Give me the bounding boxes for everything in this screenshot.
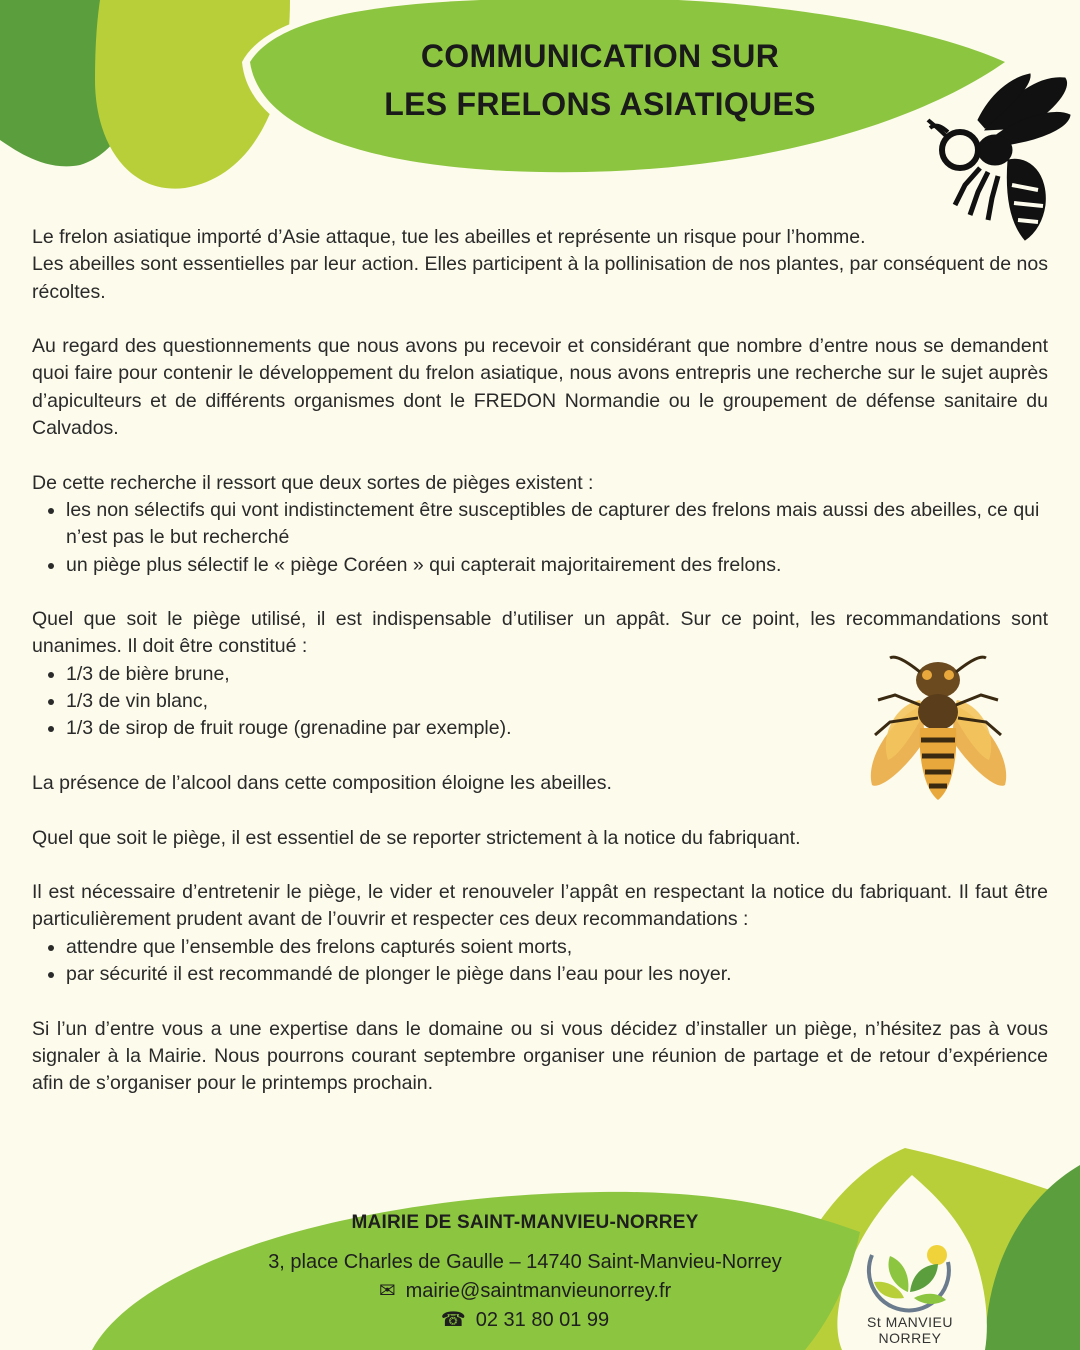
list-item: • par sécurité il est recommandé de plonger le piège dans l’eau pour les noyer. bbox=[66, 961, 1048, 988]
footer-contact bbox=[220, 1212, 830, 1335]
paragraph-bait: Quel que soit le piège utilisé, il est indispensable d’utiliser un appât. Sur ce point, les recommandations sont unanimes. Il doit être constitué : bbox=[32, 608, 1048, 658]
logo-line-2: NORREY bbox=[878, 1330, 942, 1346]
address: 3, place Charles de Gaulle – 14740 Saint-Manvieu-Norrey bbox=[268, 1251, 782, 1273]
paragraph-maintenance: Il est nécessaire d’entretenir le piège, le vider et renouveler l’appât en respectant la notice du fabriquant. Il faut être particulièrement prudent avant de l’ouvrir et respecter ces deux recommandations : bbox=[32, 881, 1048, 931]
email-link[interactable]: mairie@saintmanvieunorrey.fr bbox=[405, 1280, 672, 1302]
list-item: • les non sélectifs qui vont indistinctement être susceptibles de capturer des frelons mais aussi des abeilles, ce qui n’est pas le but recherché bbox=[66, 497, 1048, 552]
article-body bbox=[32, 224, 1048, 1125]
list-item: • 1/3 de bière brune, bbox=[66, 661, 1048, 688]
email-row bbox=[220, 1277, 830, 1306]
paragraph-notice: Quel que soit le piège, il est essentiel de se reporter strictement à la notice du fabriquant. bbox=[32, 826, 801, 849]
paragraph-contact: Si l’un d’entre vous a une expertise dans le domaine ou si vous décidez d’installer un piège, n’hésitez pas à vous signaler à la Mairie. Nous pourrons courant septembre organiser une réunion de partage et de retour d’expérience afin de s’organiser pour le printemps prochain. bbox=[32, 1017, 1048, 1095]
traps-list bbox=[32, 497, 1048, 579]
phone-number[interactable]: 02 31 80 01 99 bbox=[475, 1309, 610, 1331]
intro-line-2: Les abeilles sont essentielles par leur action. Elles participent à la pollinisation de nos plantes, par conséquent de nos récoltes. bbox=[32, 253, 1048, 303]
mairie-name: MAIRIE DE SAINT-MANVIEU-NORREY bbox=[351, 1212, 699, 1233]
page-title bbox=[300, 32, 900, 128]
list-item: • 1/3 de vin blanc, bbox=[66, 688, 1048, 715]
logo-text bbox=[852, 1314, 968, 1346]
list-item: • attendre que l’ensemble des frelons capturés soient morts, bbox=[66, 934, 1048, 961]
intro-line-1: Le frelon asiatique importé d’Asie attaque, tue les abeilles et représente un risque pour l’homme. bbox=[32, 226, 866, 248]
phone-row bbox=[220, 1306, 830, 1335]
email-icon: ✉ bbox=[378, 1280, 396, 1302]
phone-icon: ☎ bbox=[440, 1309, 466, 1331]
bait-list bbox=[32, 661, 1048, 743]
safety-list bbox=[32, 934, 1048, 989]
title-line-2: LES FRELONS ASIATIQUES bbox=[384, 86, 816, 122]
paragraph-research: Au regard des questionnements que nous avons pu recevoir et considérant que nombre d’entre nous se demandent quoi faire pour contenir le développement du frelon asiatique, nous avons entrepris une recherche sur le sujet auprès d’apiculteurs et de différents organismes dont le FREDON Normandie ou le groupement de défense sanitaire du Calvados. bbox=[32, 335, 1048, 440]
list-item: • 1/3 de sirop de fruit rouge (grenadine par exemple). bbox=[66, 715, 1048, 742]
paragraph-traps-intro: De cette recherche il ressort que deux sortes de pièges existent : bbox=[32, 471, 594, 494]
paragraph-alcohol: La présence de l’alcool dans cette composition éloigne les abeilles. bbox=[32, 771, 612, 794]
list-item: • un piège plus sélectif le « piège Coréen » qui capterait majoritairement des frelons. bbox=[66, 552, 1048, 579]
title-line-1: COMMUNICATION SUR bbox=[420, 38, 780, 74]
logo-line-1: St MANVIEU bbox=[867, 1314, 953, 1330]
